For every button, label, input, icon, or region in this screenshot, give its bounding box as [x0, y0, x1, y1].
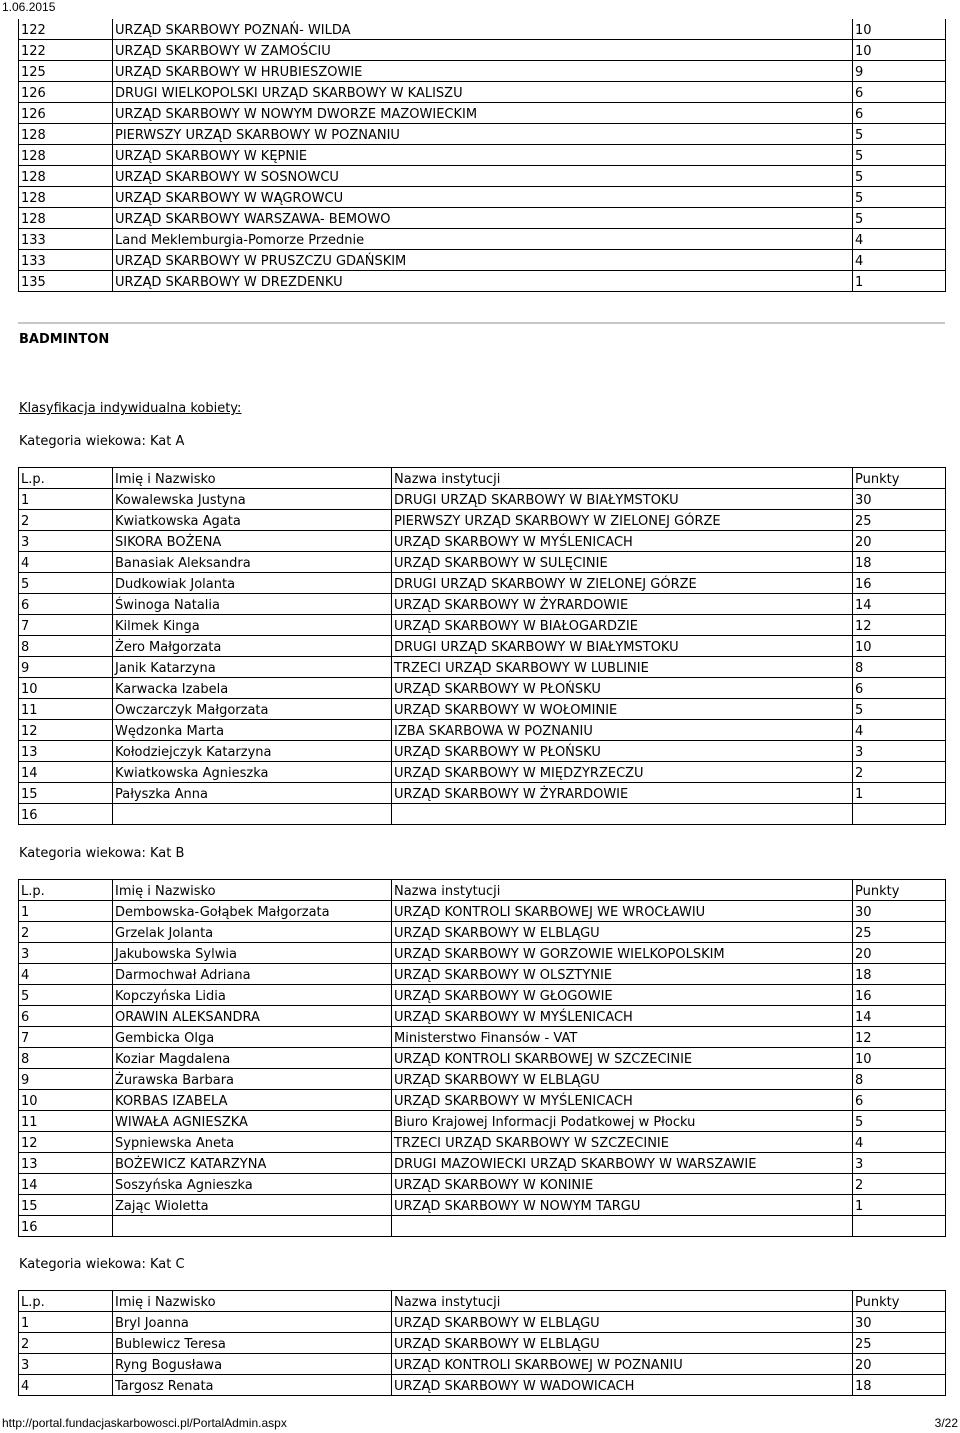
- rank-cell: 128: [19, 187, 113, 208]
- lp-cell: 5: [19, 573, 113, 594]
- points-cell: 4: [853, 720, 946, 741]
- institution-cell: PIERWSZY URZĄD SKARBOWY W ZIELONEJ GÓRZE: [392, 510, 853, 531]
- points-cell: 2: [853, 1174, 946, 1195]
- points-cell: 3: [853, 741, 946, 762]
- points-cell: 5: [853, 208, 946, 229]
- points-cell: 18: [853, 964, 946, 985]
- lp-cell: 16: [19, 1216, 113, 1237]
- rank-cell: 128: [19, 145, 113, 166]
- name-cell: Żurawska Barbara: [113, 1069, 392, 1090]
- rank-cell: 128: [19, 124, 113, 145]
- table-row: [19, 61, 946, 82]
- institution-cell: URZĄD SKARBOWY W PŁOŃSKU: [392, 678, 853, 699]
- name-cell: Żero Małgorzata: [113, 636, 392, 657]
- name-cell: Wędzonka Marta: [113, 720, 392, 741]
- name-cell: Dudkowiak Jolanta: [113, 573, 392, 594]
- points-cell: 10: [853, 19, 946, 40]
- institution-cell: URZĄD KONTROLI SKARBOWEJ W POZNANIU: [392, 1354, 853, 1375]
- name-cell: Kopczyńska Lidia: [113, 985, 392, 1006]
- table-row: [19, 804, 946, 825]
- institution-cell: URZĄD SKARBOWY W NOWYM TARGU: [392, 1195, 853, 1216]
- points-cell: 14: [853, 1006, 946, 1027]
- table-row: [19, 19, 946, 40]
- lp-cell: 3: [19, 531, 113, 552]
- points-cell: 6: [853, 678, 946, 699]
- table-row: [19, 1090, 946, 1111]
- institution-cell: URZĄD KONTROLI SKARBOWEJ W SZCZECINIE: [392, 1048, 853, 1069]
- institution-cell: [392, 1216, 853, 1237]
- points-cell: 10: [853, 1048, 946, 1069]
- table-row: [19, 1153, 946, 1174]
- institution-cell: URZĄD SKARBOWY W PŁOŃSKU: [392, 741, 853, 762]
- rank-cell: 122: [19, 19, 113, 40]
- institution-cell: URZĄD SKARBOWY W ZAMOŚCIU: [113, 40, 853, 61]
- points-cell: 14: [853, 594, 946, 615]
- lp-cell: 7: [19, 1027, 113, 1048]
- lp-cell: 13: [19, 741, 113, 762]
- points-cell: 10: [853, 636, 946, 657]
- name-cell: ORAWIN ALEKSANDRA: [113, 1006, 392, 1027]
- table-row: [19, 636, 946, 657]
- name-cell: Ryng Bogusława: [113, 1354, 392, 1375]
- institution-cell: URZĄD SKARBOWY W OLSZTYNIE: [392, 964, 853, 985]
- name-cell: Karwacka Izabela: [113, 678, 392, 699]
- table-row: [19, 250, 946, 271]
- points-cell: 9: [853, 61, 946, 82]
- table-row: [19, 1069, 946, 1090]
- category-title-kat-a: Kategoria wiekowa: Kat A: [19, 434, 185, 449]
- points-cell: 2: [853, 762, 946, 783]
- lp-cell: 3: [19, 1354, 113, 1375]
- category-title-kat-b: Kategoria wiekowa: Kat B: [19, 846, 185, 861]
- lp-cell: 10: [19, 678, 113, 699]
- table-row: [19, 1027, 946, 1048]
- lp-cell: 12: [19, 720, 113, 741]
- points-cell: 25: [853, 1333, 946, 1354]
- lp-cell: 8: [19, 1048, 113, 1069]
- points-cell: 8: [853, 657, 946, 678]
- institution-cell: URZĄD SKARBOWY W ELBLĄGU: [392, 1333, 853, 1354]
- institution-cell: URZĄD SKARBOWY W KĘPNIE: [113, 145, 853, 166]
- institution-cell: URZĄD SKARBOWY W PRUSZCZU GDAŃSKIM: [113, 250, 853, 271]
- institution-cell: [392, 804, 853, 825]
- name-cell: [113, 804, 392, 825]
- lp-cell: 15: [19, 1195, 113, 1216]
- rank-cell: 126: [19, 82, 113, 103]
- lp-cell: 12: [19, 1132, 113, 1153]
- institution-cell: URZĄD SKARBOWY W ŻYRARDOWIE: [392, 783, 853, 804]
- lp-cell: 14: [19, 1174, 113, 1195]
- lp-cell: 4: [19, 964, 113, 985]
- points-cell: 1: [853, 271, 946, 292]
- institution-cell: URZĄD KONTROLI SKARBOWEJ WE WROCŁAWIU: [392, 901, 853, 922]
- institution-cell: URZĄD SKARBOWY W MIĘDZYRZECZU: [392, 762, 853, 783]
- points-cell: 18: [853, 552, 946, 573]
- sport-title: BADMINTON: [19, 332, 110, 347]
- points-cell: 5: [853, 1111, 946, 1132]
- table-row: [19, 40, 946, 61]
- points-cell: 20: [853, 531, 946, 552]
- lp-cell: 2: [19, 510, 113, 531]
- lp-cell: 9: [19, 1069, 113, 1090]
- points-cell: 8: [853, 1069, 946, 1090]
- print-date: 1.06.2015: [2, 0, 56, 14]
- points-cell: 6: [853, 82, 946, 103]
- points-cell: 25: [853, 510, 946, 531]
- name-cell: Pałyszka Anna: [113, 783, 392, 804]
- points-cell: 20: [853, 943, 946, 964]
- points-cell: 5: [853, 166, 946, 187]
- institution-cell: URZĄD SKARBOWY W ŻYRARDOWIE: [392, 594, 853, 615]
- institution-cell: URZĄD SKARBOWY W GŁOGOWIE: [392, 985, 853, 1006]
- lp-cell: 14: [19, 762, 113, 783]
- rank-cell: 128: [19, 208, 113, 229]
- table-row: [19, 552, 946, 573]
- points-cell: 5: [853, 124, 946, 145]
- table-row: [19, 615, 946, 636]
- lp-cell: 16: [19, 804, 113, 825]
- lp-cell: 2: [19, 1333, 113, 1354]
- points-cell: 10: [853, 40, 946, 61]
- points-cell: 5: [853, 699, 946, 720]
- institution-cell: URZĄD SKARBOWY W ELBLĄGU: [392, 1312, 853, 1333]
- footer-page-number: 3/22: [934, 1416, 958, 1430]
- rank-cell: 128: [19, 166, 113, 187]
- category-title-kat-c: Kategoria wiekowa: Kat C: [19, 1257, 185, 1272]
- table-row: [19, 1375, 946, 1396]
- rank-cell: 133: [19, 250, 113, 271]
- institution-cell: URZĄD SKARBOWY POZNAŃ- WILDA: [113, 19, 853, 40]
- table-row: [19, 1006, 946, 1027]
- rank-cell: 125: [19, 61, 113, 82]
- results-table-kat-a: [18, 467, 946, 825]
- name-cell: Jakubowska Sylwia: [113, 943, 392, 964]
- institution-cell: DRUGI MAZOWIECKI URZĄD SKARBOWY W WARSZAWIE: [392, 1153, 853, 1174]
- name-cell: Świnoga Natalia: [113, 594, 392, 615]
- institution-cell: URZĄD SKARBOWY W SULĘCINIE: [392, 552, 853, 573]
- table-row: [19, 901, 946, 922]
- lp-cell: 4: [19, 1375, 113, 1396]
- table-row: [19, 271, 946, 292]
- header-points: Punkty: [853, 1291, 946, 1312]
- results-table-kat-b: [18, 879, 946, 1237]
- name-cell: KORBAS IZABELA: [113, 1090, 392, 1111]
- points-cell: 18: [853, 1375, 946, 1396]
- lp-cell: 6: [19, 594, 113, 615]
- name-cell: WIWAŁA AGNIESZKA: [113, 1111, 392, 1132]
- header-lp: L.p.: [19, 468, 113, 489]
- table-row: [19, 145, 946, 166]
- name-cell: Kwiatkowska Agata: [113, 510, 392, 531]
- table-header-row: [19, 1291, 946, 1312]
- institution-cell: Land Meklemburgia-Pomorze Przednie: [113, 229, 853, 250]
- points-cell: 30: [853, 901, 946, 922]
- name-cell: Kołodziejczyk Katarzyna: [113, 741, 392, 762]
- institution-cell: URZĄD SKARBOWY W WADOWICACH: [392, 1375, 853, 1396]
- header-name: Imię i Nazwisko: [113, 468, 392, 489]
- table-row: [19, 1132, 946, 1153]
- table-row: [19, 1174, 946, 1195]
- table-row: [19, 510, 946, 531]
- classification-title: Klasyfikacja indywidualna kobiety:: [19, 401, 242, 416]
- footer-url: http://portal.fundacjaskarbowosci.pl/PortalAdmin.aspx: [2, 1416, 287, 1430]
- table-row: [19, 699, 946, 720]
- lp-cell: 5: [19, 985, 113, 1006]
- table-header-row: [19, 468, 946, 489]
- name-cell: Dembowska-Gołąbek Małgorzata: [113, 901, 392, 922]
- continued-ranking-table: [18, 19, 946, 292]
- rank-cell: 122: [19, 40, 113, 61]
- table-row: [19, 573, 946, 594]
- table-row: [19, 1111, 946, 1132]
- institution-cell: URZĄD SKARBOWY W WOŁOMINIE: [392, 699, 853, 720]
- rank-cell: 135: [19, 271, 113, 292]
- institution-cell: URZĄD SKARBOWY W ELBLĄGU: [392, 922, 853, 943]
- institution-cell: DRUGI URZĄD SKARBOWY W BIAŁYMSTOKU: [392, 489, 853, 510]
- header-lp: L.p.: [19, 1291, 113, 1312]
- points-cell: 5: [853, 145, 946, 166]
- name-cell: Kilmek Kinga: [113, 615, 392, 636]
- institution-cell: TRZECI URZĄD SKARBOWY W LUBLINIE: [392, 657, 853, 678]
- name-cell: Kowalewska Justyna: [113, 489, 392, 510]
- header-name: Imię i Nazwisko: [113, 880, 392, 901]
- lp-cell: 10: [19, 1090, 113, 1111]
- table-row: [19, 783, 946, 804]
- name-cell: Koziar Magdalena: [113, 1048, 392, 1069]
- header-institution: Nazwa instytucji: [392, 468, 853, 489]
- table-row: [19, 531, 946, 552]
- table-row: [19, 489, 946, 510]
- lp-cell: 15: [19, 783, 113, 804]
- table-row: [19, 1333, 946, 1354]
- name-cell: Targosz Renata: [113, 1375, 392, 1396]
- table-row: [19, 762, 946, 783]
- lp-cell: 3: [19, 943, 113, 964]
- institution-cell: DRUGI URZĄD SKARBOWY W ZIELONEJ GÓRZE: [392, 573, 853, 594]
- points-cell: 3: [853, 1153, 946, 1174]
- institution-cell: URZĄD SKARBOWY W MYŚLENICACH: [392, 531, 853, 552]
- points-cell: [853, 1216, 946, 1237]
- points-cell: 16: [853, 985, 946, 1006]
- table-row: [19, 720, 946, 741]
- points-cell: 6: [853, 1090, 946, 1111]
- section-divider: [18, 322, 945, 324]
- header-points: Punkty: [853, 880, 946, 901]
- institution-cell: URZĄD SKARBOWY W MYŚLENICACH: [392, 1006, 853, 1027]
- table-row: [19, 187, 946, 208]
- institution-cell: Ministerstwo Finansów - VAT: [392, 1027, 853, 1048]
- table-row: [19, 594, 946, 615]
- institution-cell: URZĄD SKARBOWY W DREZDENKU: [113, 271, 853, 292]
- name-cell: Kwiatkowska Agnieszka: [113, 762, 392, 783]
- table-row: [19, 1354, 946, 1375]
- institution-cell: PIERWSZY URZĄD SKARBOWY W POZNANIU: [113, 124, 853, 145]
- institution-cell: URZĄD SKARBOWY W ELBLĄGU: [392, 1069, 853, 1090]
- table-row: [19, 1048, 946, 1069]
- institution-cell: URZĄD SKARBOWY W BIAŁOGARDZIE: [392, 615, 853, 636]
- lp-cell: 8: [19, 636, 113, 657]
- institution-cell: URZĄD SKARBOWY W GORZOWIE WIELKOPOLSKIM: [392, 943, 853, 964]
- header-name: Imię i Nazwisko: [113, 1291, 392, 1312]
- table-row: [19, 964, 946, 985]
- header-institution: Nazwa instytucji: [392, 1291, 853, 1312]
- points-cell: 12: [853, 1027, 946, 1048]
- name-cell: [113, 1216, 392, 1237]
- name-cell: Soszyńska Agnieszka: [113, 1174, 392, 1195]
- table-row: [19, 678, 946, 699]
- name-cell: Janik Katarzyna: [113, 657, 392, 678]
- name-cell: Darmochwał Adriana: [113, 964, 392, 985]
- lp-cell: 4: [19, 552, 113, 573]
- table-row: [19, 741, 946, 762]
- lp-cell: 1: [19, 901, 113, 922]
- points-cell: 25: [853, 922, 946, 943]
- table-row: [19, 922, 946, 943]
- institution-cell: URZĄD SKARBOWY W HRUBIESZOWIE: [113, 61, 853, 82]
- points-cell: 1: [853, 783, 946, 804]
- table-row: [19, 103, 946, 124]
- header-lp: L.p.: [19, 880, 113, 901]
- institution-cell: IZBA SKARBOWA W POZNANIU: [392, 720, 853, 741]
- rank-cell: 126: [19, 103, 113, 124]
- lp-cell: 1: [19, 489, 113, 510]
- institution-cell: URZĄD SKARBOWY WARSZAWA- BEMOWO: [113, 208, 853, 229]
- table-row: [19, 657, 946, 678]
- table-header-row: [19, 880, 946, 901]
- name-cell: Sypniewska Aneta: [113, 1132, 392, 1153]
- header-points: Punkty: [853, 468, 946, 489]
- institution-cell: URZĄD SKARBOWY W WĄGROWCU: [113, 187, 853, 208]
- table-row: [19, 166, 946, 187]
- name-cell: Grzelak Jolanta: [113, 922, 392, 943]
- institution-cell: URZĄD SKARBOWY W KONINIE: [392, 1174, 853, 1195]
- institution-cell: TRZECI URZĄD SKARBOWY W SZCZECINIE: [392, 1132, 853, 1153]
- points-cell: 6: [853, 103, 946, 124]
- points-cell: 30: [853, 489, 946, 510]
- institution-cell: URZĄD SKARBOWY W NOWYM DWORZE MAZOWIECKIM: [113, 103, 853, 124]
- points-cell: 4: [853, 229, 946, 250]
- table-row: [19, 82, 946, 103]
- points-cell: 20: [853, 1354, 946, 1375]
- name-cell: Zając Wioletta: [113, 1195, 392, 1216]
- table-row: [19, 1216, 946, 1237]
- lp-cell: 11: [19, 1111, 113, 1132]
- institution-cell: URZĄD SKARBOWY W MYŚLENICACH: [392, 1090, 853, 1111]
- lp-cell: 13: [19, 1153, 113, 1174]
- header-institution: Nazwa instytucji: [392, 880, 853, 901]
- name-cell: Bublewicz Teresa: [113, 1333, 392, 1354]
- table-row: [19, 943, 946, 964]
- points-cell: 1: [853, 1195, 946, 1216]
- points-cell: 12: [853, 615, 946, 636]
- points-cell: 4: [853, 1132, 946, 1153]
- lp-cell: 9: [19, 657, 113, 678]
- points-cell: 4: [853, 250, 946, 271]
- table-row: [19, 985, 946, 1006]
- rank-cell: 133: [19, 229, 113, 250]
- lp-cell: 6: [19, 1006, 113, 1027]
- lp-cell: 2: [19, 922, 113, 943]
- table-row: [19, 229, 946, 250]
- name-cell: SIKORA BOŻENA: [113, 531, 392, 552]
- lp-cell: 1: [19, 1312, 113, 1333]
- name-cell: Bryl Joanna: [113, 1312, 392, 1333]
- table-row: [19, 1312, 946, 1333]
- lp-cell: 11: [19, 699, 113, 720]
- lp-cell: 7: [19, 615, 113, 636]
- institution-cell: Biuro Krajowej Informacji Podatkowej w Płocku: [392, 1111, 853, 1132]
- points-cell: 5: [853, 187, 946, 208]
- name-cell: Gembicka Olga: [113, 1027, 392, 1048]
- name-cell: Owczarczyk Małgorzata: [113, 699, 392, 720]
- institution-cell: DRUGI URZĄD SKARBOWY W BIAŁYMSTOKU: [392, 636, 853, 657]
- table-row: [19, 1195, 946, 1216]
- institution-cell: URZĄD SKARBOWY W SOSNOWCU: [113, 166, 853, 187]
- name-cell: BOŻEWICZ KATARZYNA: [113, 1153, 392, 1174]
- points-cell: [853, 804, 946, 825]
- points-cell: 16: [853, 573, 946, 594]
- table-row: [19, 124, 946, 145]
- results-table-kat-c: [18, 1290, 946, 1396]
- points-cell: 30: [853, 1312, 946, 1333]
- name-cell: Banasiak Aleksandra: [113, 552, 392, 573]
- table-row: [19, 208, 946, 229]
- institution-cell: DRUGI WIELKOPOLSKI URZĄD SKARBOWY W KALISZU: [113, 82, 853, 103]
